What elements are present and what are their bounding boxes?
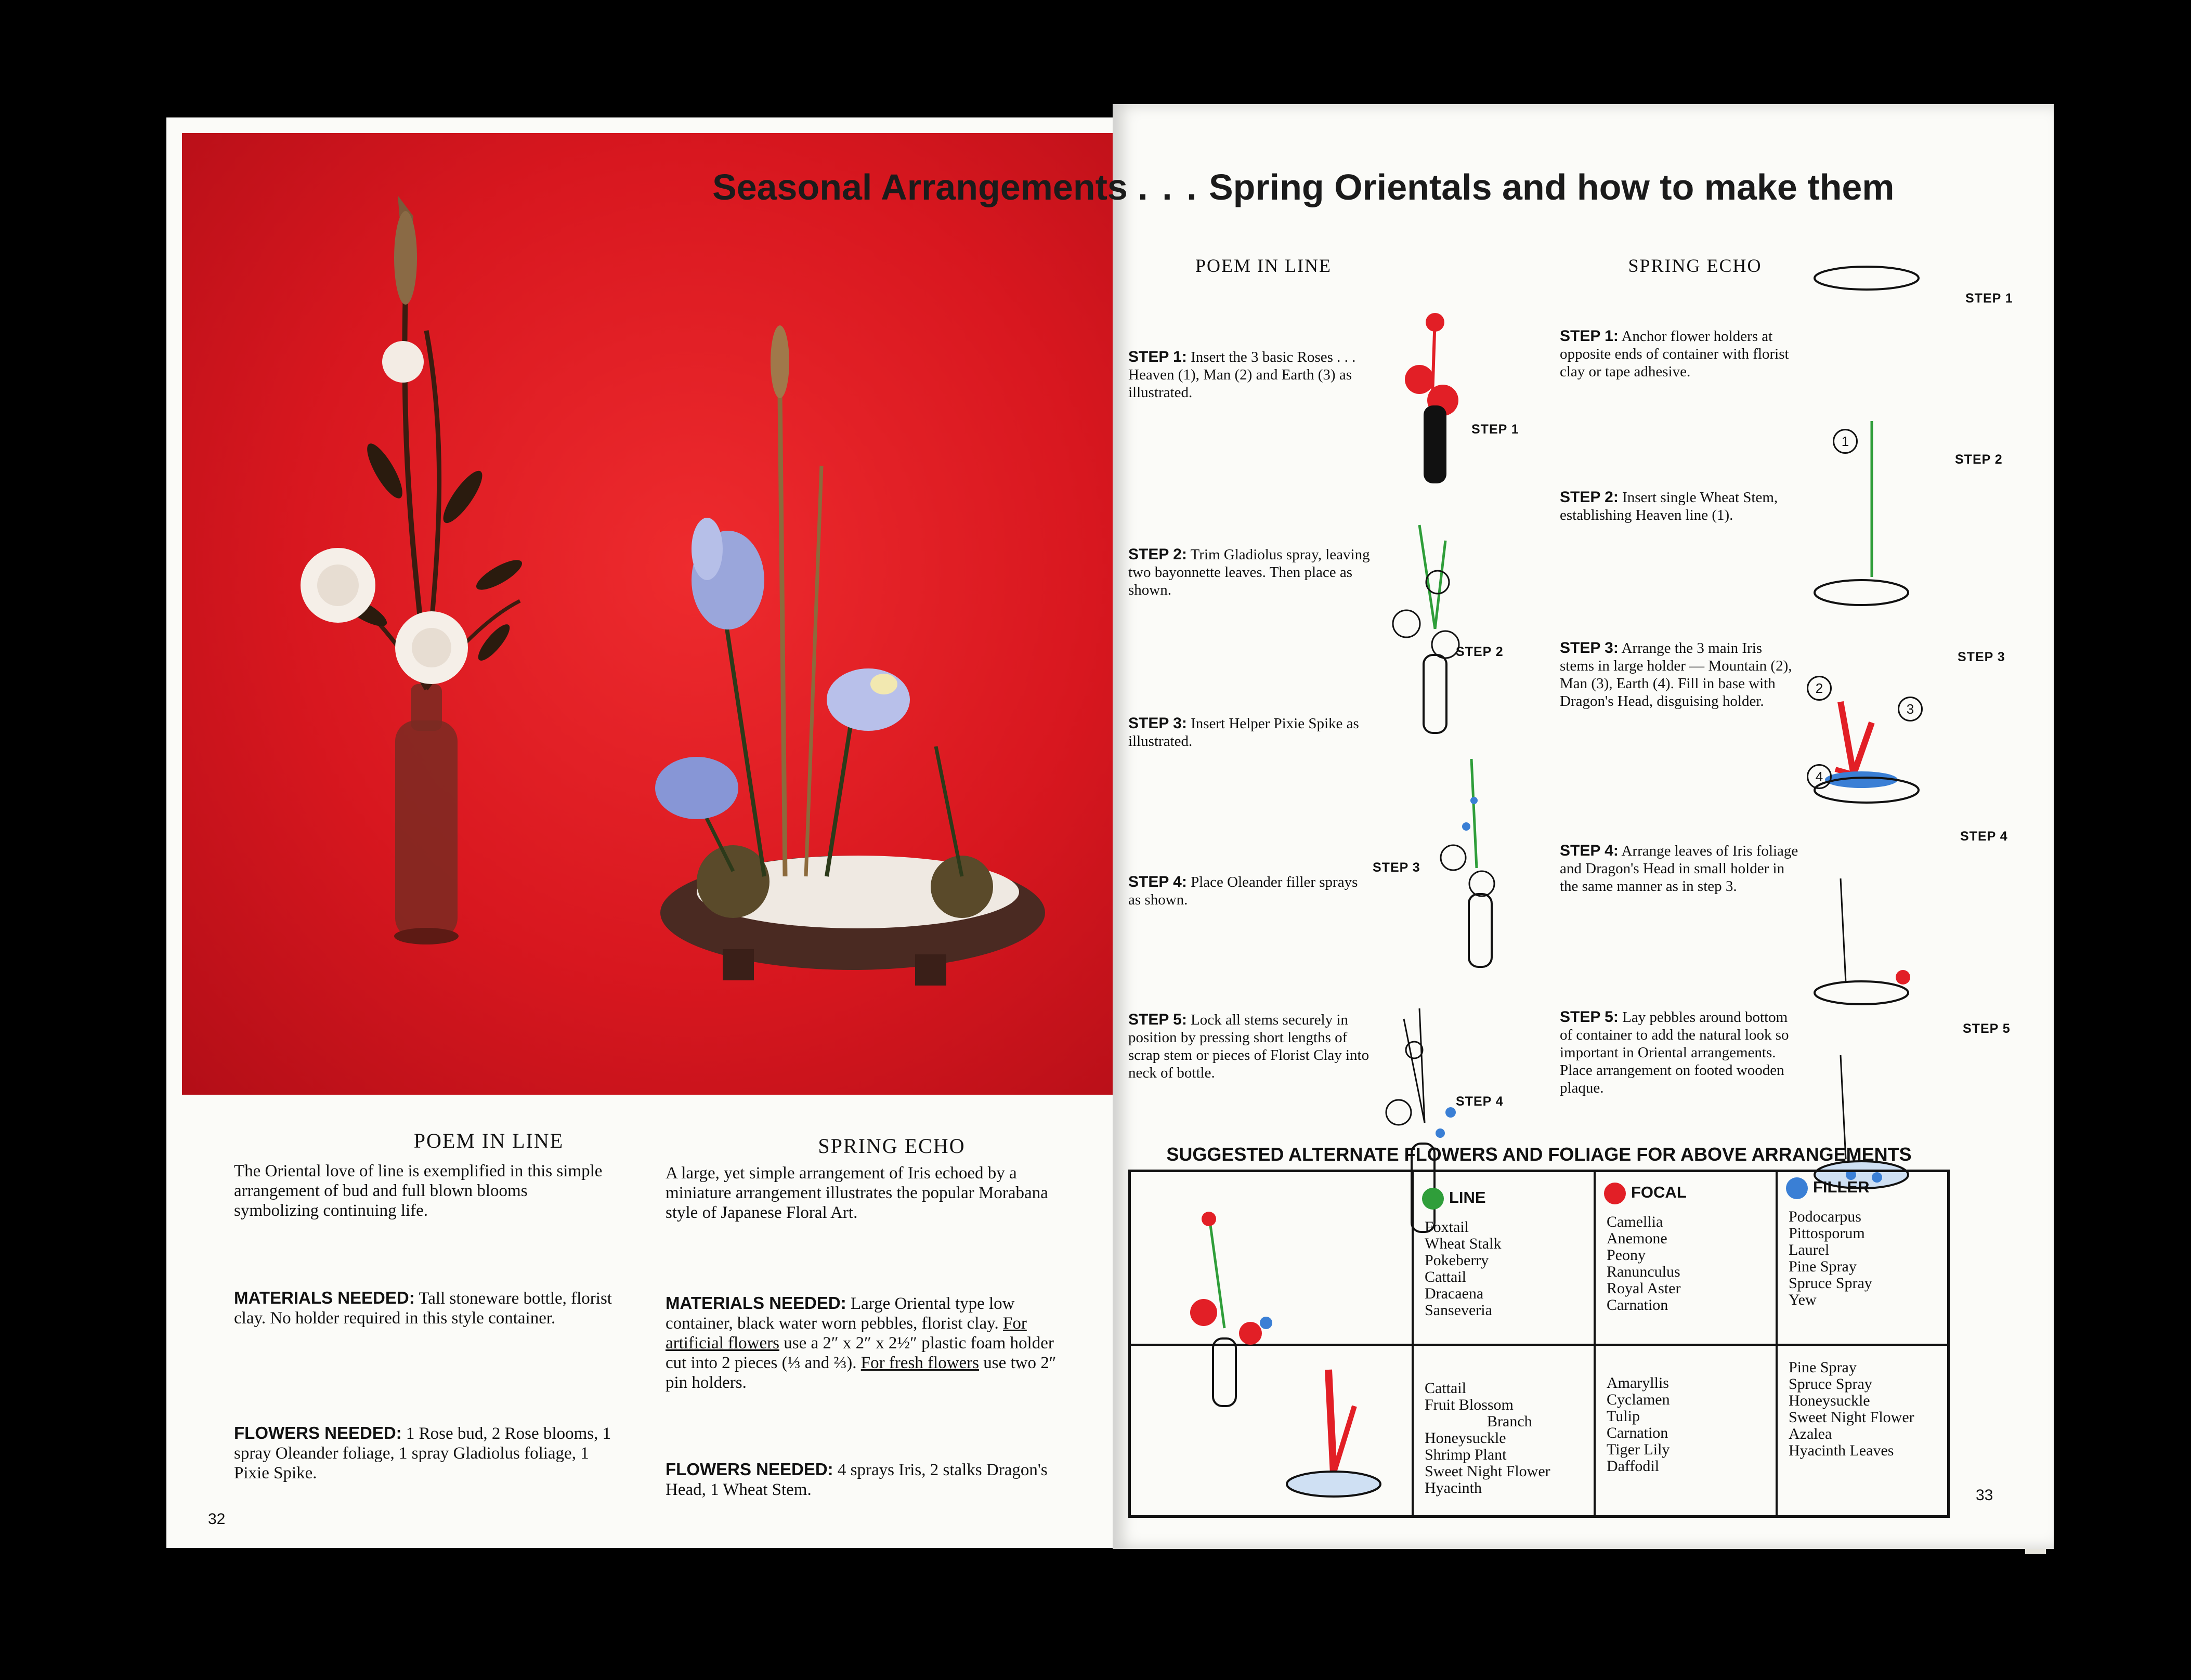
echo-fig-label-1: STEP 1 bbox=[1965, 291, 2013, 306]
circle-number-1: 1 bbox=[1833, 429, 1858, 454]
materials-label: MATERIALS NEEDED: bbox=[666, 1293, 846, 1312]
poem-fig-label-1: STEP 1 bbox=[1471, 422, 1519, 437]
poem-step-5: STEP 5: Lock all stems securely in position by pressing short lengths of scrap stem or pieces of Florist Clay into neck of bottle. bbox=[1128, 1011, 1370, 1081]
line-column-header: LINE bbox=[1422, 1188, 1486, 1210]
echo-intro: A large, yet simple arrangement of Iris echoed by a miniature arrangement illustrates the popular Morabana style of Japanese Floral Art. bbox=[666, 1164, 1048, 1222]
materials-text: Tall stoneware bottle, florist clay. No holder required in this style container. bbox=[234, 1289, 612, 1328]
row1-filler-list: Podocarpus Pittosporum Laurel Pine Spray Spruce Spray Yew bbox=[1789, 1208, 1872, 1308]
row2-line-list: Cattail Fruit Blossom Branch Honeysuckle Shrimp Plant Sweet Night Flower Hyacinth bbox=[1425, 1380, 1550, 1497]
circle-number-3: 3 bbox=[1898, 697, 1923, 721]
focal-dot-icon bbox=[1604, 1183, 1626, 1204]
echo-step-4: STEP 4: Arrange leaves of Iris foliage and Dragon's Head in small holder in the same manner as in step 3. bbox=[1560, 842, 1798, 895]
echo-fig-label-5: STEP 5 bbox=[1963, 1021, 2011, 1036]
materials-text-b: use a 2″ x 2″ x 2½″ plastic foam holder cut into 2 pieces (⅓ and ⅔). bbox=[666, 1334, 1054, 1372]
poem-flowers bbox=[234, 1423, 614, 1483]
page-title bbox=[712, 166, 1895, 208]
echo-step-diagrams bbox=[1804, 255, 1960, 1201]
echo-step-5: STEP 5: Lay pebbles around bottom of container to add the natural look so important in Oriental arrangements. Place arrangement on footed wooden plaque. bbox=[1560, 1008, 1789, 1096]
row2-filler-list: Pine Spray Spruce Spray Honeysuckle Sweet Night Flower Azalea Hyacinth Leaves bbox=[1789, 1359, 1914, 1459]
table-title: SUGGESTED ALTERNATE FLOWERS AND FOLIAGE FOR ABOVE ARRANGEMENTS bbox=[1166, 1144, 1912, 1165]
title-part1: Seasonal Arrangements bbox=[712, 167, 1128, 207]
poem-step-diagrams bbox=[1383, 301, 1539, 1258]
echo-heading: SPRING ECHO bbox=[818, 1134, 966, 1158]
echo-step-2: STEP 2: Insert single Wheat Stem, establishing Heaven line (1). bbox=[1560, 489, 1778, 523]
materials-text-c: use two 2″ pin holders. bbox=[666, 1354, 1057, 1392]
poem-intro: The Oriental love of line is exemplified in this simple arrangement of bud and full blown blooms symbolizing continuing life. bbox=[234, 1162, 603, 1220]
flower-arrangements-illustration bbox=[182, 133, 1113, 1095]
flowers-label: FLOWERS NEEDED: bbox=[234, 1423, 402, 1442]
title-part2: Spring Orientals and how to make them bbox=[1208, 167, 1895, 207]
poem-fig-label-4: STEP 4 bbox=[1456, 1094, 1504, 1109]
circle-number-2: 2 bbox=[1807, 676, 1832, 701]
fresh-flowers-note: For fresh flowers bbox=[860, 1354, 980, 1372]
echo-step-3: STEP 3: Arrange the 3 main Iris stems in large holder — Mountain (2), Man (3), Earth (4). Fill in base with Dragon's Head, disguising holder. bbox=[1560, 639, 1792, 710]
materials-text-a: Large Oriental type low container, black water worn pebbles, florist clay. bbox=[666, 1294, 1015, 1333]
alternates-table bbox=[1128, 1170, 1950, 1518]
poem-fig-label-3: STEP 3 bbox=[1373, 860, 1420, 875]
flowers-label: FLOWERS NEEDED: bbox=[666, 1460, 833, 1479]
poem-step-1: STEP 1: Insert the 3 basic Roses . . . Heaven (1), Man (2) and Earth (3) as illustrated. bbox=[1128, 348, 1356, 401]
echo-materials bbox=[666, 1293, 1076, 1393]
title-dots: . . . bbox=[1138, 167, 1199, 207]
page-number-left: 32 bbox=[208, 1511, 226, 1528]
circle-number-4: 4 bbox=[1807, 764, 1832, 789]
row1-focal-list: Camellia Anemone Peony Ranunculus Royal Aster Carnation bbox=[1607, 1213, 1681, 1314]
echo-step-1: STEP 1: Anchor flower holders at opposite ends of container with florist clay or tape adhesive. bbox=[1560, 327, 1789, 380]
poem-step-3: STEP 3: Insert Helper Pixie Spike as illustrated. bbox=[1128, 715, 1359, 750]
open-booklet bbox=[166, 104, 2049, 1549]
row1-line-list: Foxtail Wheat Stalk Pokeberry Cattail Dracaena Sanseveria bbox=[1425, 1218, 1502, 1319]
echo-subheading: SPRING ECHO bbox=[1628, 255, 1762, 276]
flowers-text: 1 Rose bud, 2 Rose blooms, 1 spray Oleander foliage, 1 spray Gladiolus foliage, 1 Pixie Spike. bbox=[234, 1424, 611, 1482]
row2-focal-list: Amaryllis Cyclamen Tulip Carnation Tiger Lily Daffodil bbox=[1607, 1374, 1670, 1475]
flowers-text: 4 sprays Iris, 2 stalks Dragon's Head, 1 Wheat Stem. bbox=[666, 1461, 1048, 1499]
line-dot-icon bbox=[1422, 1188, 1444, 1210]
filler-dot-icon bbox=[1786, 1177, 1808, 1199]
poem-subheading: POEM IN LINE bbox=[1195, 255, 1332, 276]
echo-fig-label-2: STEP 2 bbox=[1955, 452, 2003, 467]
table-arrangement-diagrams bbox=[1152, 1183, 1401, 1505]
materials-label: MATERIALS NEEDED: bbox=[234, 1288, 415, 1307]
page-number-right: 33 bbox=[1976, 1487, 1993, 1504]
echo-flowers bbox=[666, 1460, 1076, 1500]
poem-step-2: STEP 2: Trim Gladiolus spray, leaving two bayonnette leaves. Then place as shown. bbox=[1128, 546, 1370, 598]
focal-column-header: FOCAL bbox=[1604, 1183, 1687, 1204]
left-page bbox=[166, 117, 1113, 1548]
echo-fig-label-3: STEP 3 bbox=[1958, 650, 2005, 664]
poem-heading: POEM IN LINE bbox=[413, 1129, 564, 1152]
poem-fig-label-2: STEP 2 bbox=[1456, 645, 1504, 659]
arrangement-photo bbox=[182, 133, 1113, 1095]
poem-step-4: STEP 4: Place Oleander filler sprays as shown. bbox=[1128, 873, 1358, 908]
filler-column-header: FILLER bbox=[1786, 1177, 1870, 1199]
artificial-flowers-note: For artificial flowers bbox=[666, 1314, 1027, 1353]
poem-materials bbox=[234, 1288, 614, 1328]
echo-fig-label-4: STEP 4 bbox=[1960, 829, 2008, 844]
